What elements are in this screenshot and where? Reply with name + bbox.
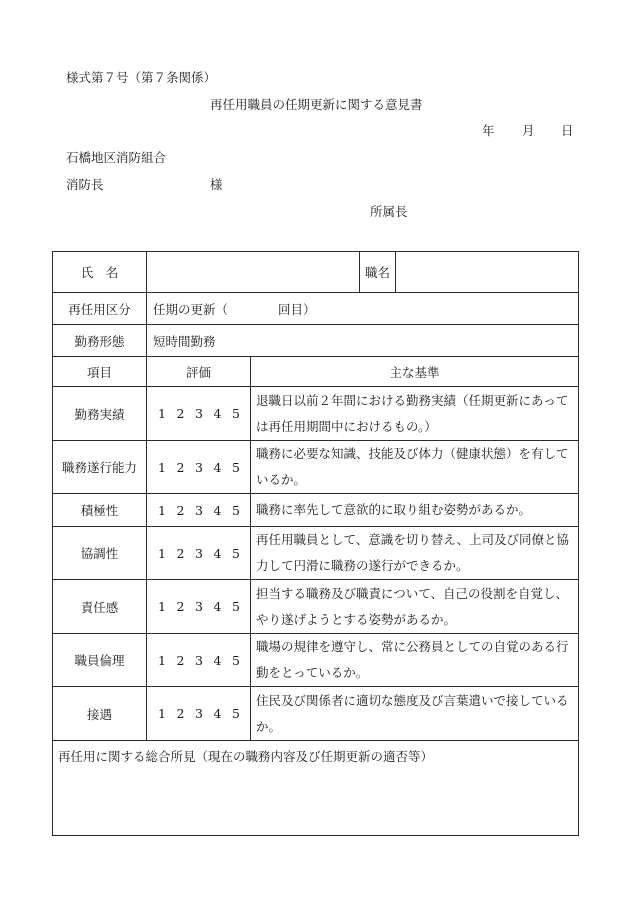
score-options bbox=[147, 441, 251, 494]
eval-item-label: 職員倫理 bbox=[53, 634, 147, 687]
score-option[interactable]: 3 bbox=[195, 652, 203, 668]
eval-criteria: 住民及び関係者に適切な態度及び言葉遣いで接しているか。 bbox=[251, 687, 579, 741]
column-header-row bbox=[53, 357, 579, 387]
score-option[interactable]: 1 bbox=[158, 652, 166, 668]
eval-criteria: 再任用職員として、意識を切り替え、上司及び同僚と協力して円滑に職務の遂行ができるか。 bbox=[251, 527, 579, 580]
score-option[interactable]: 3 bbox=[195, 545, 203, 561]
score-option[interactable]: 3 bbox=[195, 459, 203, 475]
score-option[interactable]: 4 bbox=[213, 406, 222, 421]
evaluation-row bbox=[53, 580, 579, 634]
col-item-header: 項目 bbox=[53, 357, 147, 387]
score-options bbox=[147, 387, 251, 441]
eval-item-label: 職務遂行能力 bbox=[53, 441, 147, 494]
score-option[interactable]: 4 bbox=[213, 545, 222, 561]
eval-criteria: 職務に必要な知識、技能及び体力（健康状態）を有しているか。 bbox=[251, 441, 579, 494]
score-option[interactable]: 3 bbox=[195, 706, 203, 721]
score-option[interactable]: 4 bbox=[213, 599, 222, 614]
position-field[interactable] bbox=[396, 252, 579, 293]
score-options bbox=[147, 494, 251, 527]
date-day-label: 日 bbox=[561, 123, 574, 138]
eval-item-label: 協調性 bbox=[53, 527, 147, 580]
score-option[interactable]: 4 bbox=[213, 652, 222, 668]
evaluation-row bbox=[53, 387, 579, 441]
eval-criteria: 職務に率先して意欲的に取り組む姿勢があるか。 bbox=[251, 494, 579, 527]
score-option[interactable]: 5 bbox=[232, 706, 240, 721]
reappointment-type-value[interactable]: 任期の更新（ 回目） bbox=[147, 293, 579, 325]
eval-item-label: 接遇 bbox=[53, 687, 147, 741]
organization-name: 石橋地区消防組合 bbox=[66, 150, 167, 165]
score-options bbox=[147, 580, 251, 634]
score-option[interactable]: 2 bbox=[176, 406, 185, 421]
score-option[interactable]: 5 bbox=[232, 545, 240, 561]
name-field[interactable] bbox=[147, 252, 360, 293]
score-option[interactable]: 2 bbox=[176, 706, 185, 721]
opinion-form-table bbox=[52, 251, 579, 836]
score-option[interactable]: 5 bbox=[232, 459, 240, 475]
work-style-label: 勤務形態 bbox=[53, 325, 147, 357]
date-month-label: 月 bbox=[522, 123, 535, 138]
score-option[interactable]: 2 bbox=[176, 652, 185, 668]
reappointment-type-row bbox=[53, 293, 579, 325]
name-row bbox=[53, 252, 579, 293]
col-eval-header: 評価 bbox=[147, 357, 251, 387]
score-option[interactable]: 3 bbox=[195, 406, 203, 421]
work-style-row bbox=[53, 325, 579, 357]
score-option[interactable]: 1 bbox=[158, 459, 166, 475]
eval-item-label: 責任感 bbox=[53, 580, 147, 634]
score-option[interactable]: 2 bbox=[176, 502, 185, 518]
summary-opinion-field[interactable]: 再任用に関する総合所見（現在の職務内容及び任期更新の適否等） bbox=[53, 741, 579, 836]
score-option[interactable]: 4 bbox=[213, 502, 222, 518]
evaluation-row bbox=[53, 527, 579, 580]
position-label: 職名 bbox=[360, 252, 396, 293]
score-option[interactable]: 2 bbox=[176, 545, 185, 561]
score-option[interactable]: 3 bbox=[195, 599, 203, 614]
score-options bbox=[147, 527, 251, 580]
eval-criteria: 退職日以前２年間における勤務実績（任期更新にあっては再任用期間中におけるもの。） bbox=[251, 387, 579, 441]
score-option[interactable]: 4 bbox=[213, 706, 222, 721]
date-year-label: 年 bbox=[482, 123, 495, 138]
col-criteria-header: 主な基準 bbox=[251, 357, 579, 387]
work-style-value: 短時間勤務 bbox=[147, 325, 579, 357]
score-option[interactable]: 1 bbox=[158, 502, 166, 518]
score-option[interactable]: 1 bbox=[158, 406, 166, 421]
score-option[interactable]: 5 bbox=[232, 502, 240, 518]
summary-row bbox=[53, 741, 579, 836]
evaluation-row bbox=[53, 634, 579, 687]
reappointment-type-label: 再任用区分 bbox=[53, 293, 147, 325]
eval-item-label: 勤務実績 bbox=[53, 387, 147, 441]
evaluation-row bbox=[53, 687, 579, 741]
score-options bbox=[147, 634, 251, 687]
score-option[interactable]: 1 bbox=[158, 706, 166, 721]
eval-criteria: 職場の規律を遵守し、常に公務員としての自覚のある行動をとっているか。 bbox=[251, 634, 579, 687]
score-option[interactable]: 2 bbox=[176, 599, 185, 614]
form-number: 様式第７号（第７条関係） bbox=[66, 70, 217, 85]
addressee: 消防長 bbox=[66, 177, 104, 192]
eval-criteria: 担当する職務及び職責について、自己の役割を自覚し、やり遂げようとする姿勢があるか。 bbox=[251, 580, 579, 634]
score-option[interactable]: 5 bbox=[232, 599, 240, 614]
evaluation-row bbox=[53, 441, 579, 494]
score-option[interactable]: 1 bbox=[158, 545, 166, 561]
honorific: 様 bbox=[210, 177, 223, 192]
score-options bbox=[147, 687, 251, 741]
score-option[interactable]: 1 bbox=[158, 599, 166, 614]
score-option[interactable]: 2 bbox=[176, 459, 185, 475]
evaluation-row bbox=[53, 494, 579, 527]
score-option[interactable]: 5 bbox=[232, 406, 240, 421]
name-label: 氏 名 bbox=[53, 252, 147, 293]
sender-title: 所属長 bbox=[370, 204, 408, 219]
document-title: 再任用職員の任期更新に関する意見書 bbox=[210, 97, 423, 112]
score-option[interactable]: 3 bbox=[195, 502, 203, 518]
score-option[interactable]: 4 bbox=[213, 459, 222, 475]
score-option[interactable]: 5 bbox=[232, 652, 240, 668]
eval-item-label: 積極性 bbox=[53, 494, 147, 527]
